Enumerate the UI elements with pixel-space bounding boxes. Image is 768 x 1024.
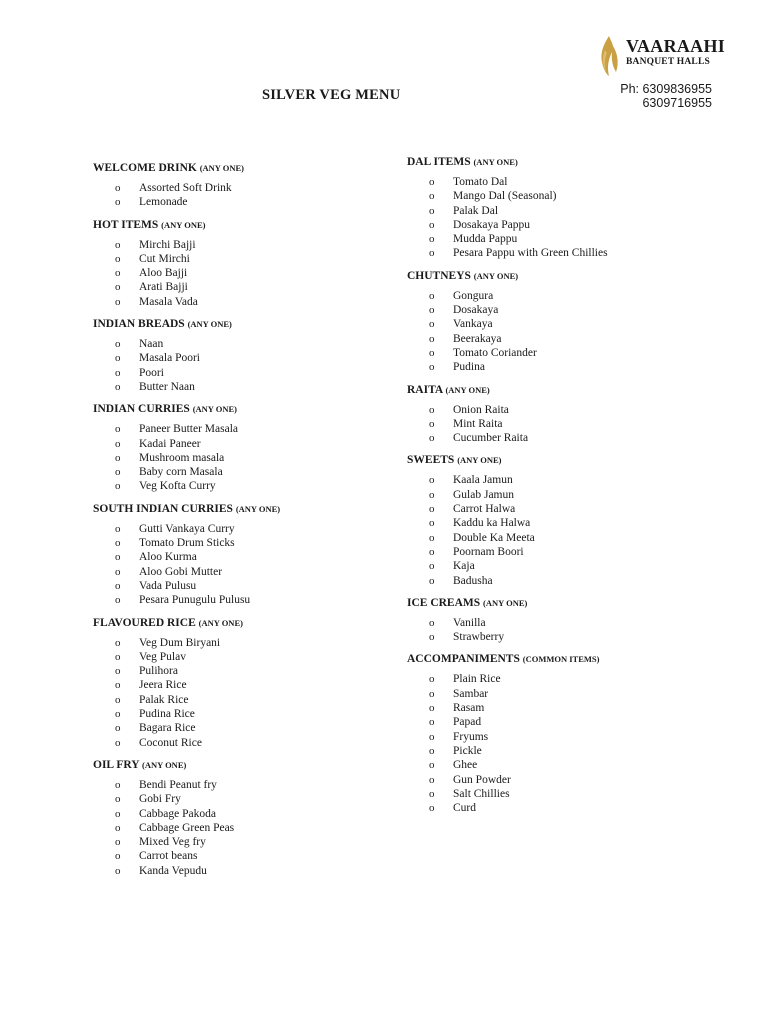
menu-item-label: Kadai Paneer	[139, 437, 201, 450]
menu-item-label: Pesara Punugulu Pulusu	[139, 594, 251, 607]
menu-item	[407, 218, 707, 232]
menu-item-label: Fryums	[453, 730, 489, 743]
menu-item-list	[407, 616, 707, 645]
section-heading	[93, 160, 383, 176]
bullet-icon: o	[115, 537, 121, 550]
menu-item-label: Pulihora	[139, 665, 178, 678]
bullet-icon: o	[429, 361, 435, 374]
menu-item-label: Rasam	[453, 702, 485, 715]
menu-section-indian-curries	[93, 401, 383, 493]
bullet-icon: o	[115, 807, 121, 820]
menu-right-column	[407, 154, 707, 822]
bullet-icon: o	[429, 233, 435, 246]
menu-item-label: Masala Poori	[139, 352, 201, 365]
bullet-icon: o	[429, 517, 435, 530]
section-title: FLAVOURED RICE	[93, 616, 196, 629]
bullet-icon: o	[115, 281, 121, 294]
brand-tagline: BANQUET HALLS	[626, 57, 710, 67]
menu-item	[407, 715, 707, 729]
section-note: (ANY ONE)	[473, 157, 518, 167]
menu-item	[407, 360, 707, 374]
menu-item-label: Tomato Drum Sticks	[139, 537, 235, 550]
menu-item-label: Lemonade	[139, 196, 188, 209]
menu-item	[407, 574, 707, 588]
menu-item	[407, 317, 707, 331]
bullet-icon: o	[115, 182, 121, 194]
menu-item	[93, 579, 383, 593]
phone-line-1: Ph: 6309836955	[620, 82, 712, 96]
menu-item	[407, 516, 707, 530]
menu-item-label: Masala Vada	[139, 295, 198, 308]
menu-item	[407, 175, 707, 189]
menu-item	[93, 252, 383, 266]
menu-item-label: Gongura	[453, 289, 494, 302]
menu-item-label: Beerakaya	[453, 332, 502, 345]
menu-section-accompaniments	[407, 651, 707, 815]
bullet-icon: o	[429, 673, 435, 686]
menu-item	[407, 473, 707, 487]
bullet-icon: o	[115, 565, 121, 578]
bullet-icon: o	[429, 432, 435, 445]
menu-item-label: Coconut Rice	[139, 736, 202, 749]
menu-item	[93, 721, 383, 735]
menu-item-label: Arati Bajji	[139, 281, 188, 294]
menu-item-label: Mirchi Bajji	[139, 238, 196, 251]
bullet-icon: o	[115, 594, 121, 607]
bullet-icon: o	[429, 318, 435, 331]
bullet-icon: o	[429, 289, 435, 302]
section-heading	[93, 615, 383, 631]
section-title: OIL FRY	[93, 758, 140, 771]
menu-item	[93, 636, 383, 650]
bullet-icon: o	[115, 451, 121, 464]
bullet-icon: o	[429, 730, 435, 743]
bullet-icon: o	[429, 531, 435, 544]
menu-item	[407, 687, 707, 701]
menu-item-label: Ghee	[453, 759, 478, 772]
menu-item-label: Vankaya	[453, 318, 493, 331]
menu-item-label: Pudina Rice	[139, 708, 195, 721]
bullet-icon: o	[115, 366, 121, 379]
section-heading	[93, 316, 383, 332]
bullet-icon: o	[115, 380, 121, 393]
section-heading	[407, 268, 707, 284]
section-heading	[93, 757, 383, 773]
bullet-icon: o	[115, 352, 121, 365]
menu-item-list	[93, 522, 383, 608]
menu-item-label: Pesara Pappu with Green Chillies	[453, 247, 608, 260]
phone-line-2: 6309716955	[642, 96, 712, 110]
bullet-icon: o	[429, 218, 435, 231]
bullet-icon: o	[115, 338, 121, 351]
menu-item-label: Aloo Kurma	[139, 551, 197, 564]
bullet-icon: o	[429, 687, 435, 700]
menu-item-list	[407, 672, 707, 815]
bullet-icon: o	[429, 631, 435, 644]
bullet-icon: o	[115, 295, 121, 308]
menu-item	[407, 616, 707, 630]
menu-item	[93, 678, 383, 692]
menu-item-label: Gutti Vankaya Curry	[139, 522, 235, 535]
menu-item	[407, 531, 707, 545]
menu-item-label: Butter Naan	[139, 380, 195, 393]
section-title: SWEETS	[407, 454, 455, 467]
menu-item-label: Cucumber Raita	[453, 432, 529, 445]
section-note: (ANY ONE)	[445, 384, 490, 395]
menu-item	[93, 707, 383, 721]
menu-item	[93, 238, 383, 252]
menu-item	[407, 630, 707, 644]
bullet-icon: o	[429, 545, 435, 558]
bullet-icon: o	[115, 778, 121, 791]
bullet-icon: o	[115, 466, 121, 479]
menu-item-label: Tomato Coriander	[453, 346, 537, 359]
menu-section-sweets	[407, 452, 707, 587]
menu-item	[93, 437, 383, 451]
menu-item-list	[93, 238, 383, 309]
menu-item-label: Cabbage Pakoda	[139, 807, 216, 820]
menu-item-label: Dosakaya	[453, 304, 499, 317]
bullet-icon: o	[429, 503, 435, 516]
section-heading	[407, 382, 707, 398]
menu-item	[407, 730, 707, 744]
menu-item-label: Salt Chillies	[453, 787, 510, 800]
section-note: (ANY ONE)	[483, 597, 528, 608]
bullet-icon: o	[429, 616, 435, 629]
menu-item	[93, 807, 383, 821]
menu-item-label: Cabbage Green Peas	[139, 821, 235, 834]
menu-section-welcome-drink	[93, 160, 383, 210]
menu-item-label: Kaja	[453, 560, 475, 573]
page-title: SILVER VEG MENU	[262, 87, 401, 103]
menu-item	[93, 479, 383, 493]
bullet-icon: o	[115, 636, 121, 649]
menu-item	[93, 835, 383, 849]
menu-item	[407, 417, 707, 431]
bullet-icon: o	[115, 665, 121, 678]
menu-item	[93, 849, 383, 863]
menu-item	[407, 672, 707, 686]
bullet-icon: o	[115, 480, 121, 493]
menu-item-label: Carrot Halwa	[453, 503, 516, 516]
menu-item-label: Papad	[453, 716, 482, 729]
bullet-icon: o	[429, 560, 435, 573]
bullet-icon: o	[429, 190, 435, 203]
menu-item	[407, 488, 707, 502]
bullet-icon: o	[429, 574, 435, 587]
menu-item-list	[93, 636, 383, 750]
menu-item	[93, 536, 383, 550]
menu-item-label: Gobi Fry	[139, 793, 181, 806]
bullet-icon: o	[115, 850, 121, 863]
menu-item	[93, 195, 383, 209]
menu-item-label: Badusha	[453, 574, 493, 587]
menu-item	[93, 366, 383, 380]
menu-item	[93, 792, 383, 806]
menu-item-label: Bendi Peanut fry	[139, 778, 217, 791]
menu-item-label: Aloo Bajji	[139, 267, 188, 280]
menu-section-dal-items	[407, 154, 707, 261]
menu-section-oil-fry	[93, 757, 383, 878]
menu-item-label: Veg Dum Biryani	[139, 636, 221, 649]
bullet-icon: o	[115, 736, 121, 749]
bullet-icon: o	[115, 708, 121, 721]
menu-item-label: Carrot beans	[139, 850, 198, 863]
section-note: (ANY ONE)	[235, 503, 281, 514]
bullet-icon: o	[429, 787, 435, 800]
bullet-icon: o	[115, 238, 121, 251]
menu-item	[407, 232, 707, 246]
bullet-icon: o	[429, 332, 435, 345]
section-title: ICE CREAMS	[407, 596, 481, 609]
section-title: INDIAN CURRIES	[93, 403, 190, 416]
menu-item	[93, 664, 383, 678]
menu-item-label: Onion Raita	[453, 403, 509, 416]
section-note: (COMMON ITEMS)	[522, 654, 600, 665]
menu-item-label: Strawberry	[453, 631, 505, 644]
menu-item-list	[407, 175, 707, 261]
section-heading	[93, 217, 383, 233]
section-title: INDIAN BREADS	[93, 318, 185, 331]
menu-item	[407, 701, 707, 715]
menu-item	[407, 189, 707, 203]
menu-item	[93, 650, 383, 664]
menu-item-label: Vada Pulusu	[139, 579, 197, 592]
menu-item	[407, 332, 707, 346]
menu-section-raita	[407, 382, 707, 446]
menu-item	[407, 204, 707, 218]
section-title: RAITA	[407, 383, 443, 396]
menu-item	[93, 550, 383, 564]
bullet-icon: o	[429, 403, 435, 416]
bullet-icon: o	[115, 722, 121, 735]
menu-item	[93, 864, 383, 878]
menu-item	[93, 821, 383, 835]
menu-item	[93, 380, 383, 394]
menu-item	[93, 465, 383, 479]
menu-item	[407, 801, 707, 815]
section-heading	[407, 154, 707, 170]
bullet-icon: o	[115, 864, 121, 877]
bullet-icon: o	[429, 417, 435, 430]
menu-item-list	[93, 422, 383, 493]
bullet-icon: o	[115, 693, 121, 706]
menu-item-label: Poornam Boori	[453, 545, 524, 558]
section-note: (ANY ONE)	[161, 219, 206, 230]
menu-item	[407, 246, 707, 260]
section-heading	[407, 452, 707, 468]
menu-item-label: Mushroom masala	[139, 451, 225, 464]
menu-item-label: Mixed Veg fry	[139, 836, 206, 849]
menu-section-hot-items	[93, 217, 383, 309]
section-note: (ANY ONE)	[457, 455, 502, 466]
menu-item	[407, 403, 707, 417]
bullet-icon: o	[115, 679, 121, 692]
menu-item-list	[93, 337, 383, 394]
menu-item-label: Plain Rice	[453, 673, 501, 686]
bullet-icon: o	[429, 744, 435, 757]
section-note: (ANY ONE)	[473, 270, 519, 281]
bullet-icon: o	[429, 304, 435, 317]
menu-item	[93, 565, 383, 579]
bullet-icon: o	[115, 252, 121, 265]
menu-section-indian-breads	[93, 316, 383, 394]
bullet-icon: o	[429, 176, 435, 188]
section-heading	[93, 501, 383, 517]
menu-item-label: Mint Raita	[453, 417, 503, 430]
bullet-icon: o	[115, 551, 121, 564]
menu-item	[93, 693, 383, 707]
menu-item-label: Kanda Vepudu	[139, 864, 207, 877]
menu-item-label: Gulab Jamun	[453, 488, 515, 501]
bullet-icon: o	[429, 759, 435, 772]
menu-item	[407, 787, 707, 801]
bullet-icon: o	[115, 267, 121, 280]
bullet-icon: o	[429, 204, 435, 217]
menu-item	[407, 303, 707, 317]
bullet-icon: o	[429, 474, 435, 487]
menu-item	[407, 289, 707, 303]
menu-item	[407, 502, 707, 516]
menu-item-label: Mango Dal (Seasonal)	[453, 190, 557, 203]
menu-item	[407, 559, 707, 573]
section-title: ACCOMPANIMENTS	[407, 653, 520, 666]
menu-item	[93, 778, 383, 792]
menu-left-column	[93, 160, 383, 885]
menu-item-label: Pickle	[453, 744, 482, 757]
menu-item	[93, 422, 383, 436]
section-title: SOUTH INDIAN CURRIES	[93, 502, 233, 515]
section-note: (ANY ONE)	[187, 319, 232, 330]
menu-item-list	[93, 181, 383, 210]
menu-item-label: Baby corn Masala	[139, 466, 223, 479]
menu-item-list	[93, 778, 383, 878]
menu-item	[93, 522, 383, 536]
menu-item	[93, 295, 383, 309]
bullet-icon: o	[115, 579, 121, 592]
bullet-icon: o	[429, 802, 435, 815]
bullet-icon: o	[429, 488, 435, 501]
menu-item-label: Mudda Pappu	[453, 233, 518, 246]
bullet-icon: o	[115, 821, 121, 834]
menu-item-label: Double Ka Meeta	[453, 531, 535, 544]
menu-item	[407, 545, 707, 559]
menu-section-south-indian-curries	[93, 501, 383, 608]
menu-item-label: Poori	[139, 366, 164, 379]
menu-item	[407, 346, 707, 360]
menu-item	[407, 744, 707, 758]
menu-item-label: Tomato Dal	[453, 176, 508, 188]
bullet-icon: o	[115, 836, 121, 849]
menu-item-label: Cut Mirchi	[139, 252, 190, 265]
bullet-icon: o	[429, 346, 435, 359]
menu-item-label: Kaala Jamun	[453, 474, 513, 487]
menu-item	[93, 181, 383, 195]
bullet-icon: o	[429, 716, 435, 729]
contact-phones	[590, 82, 712, 110]
menu-item-list	[407, 403, 707, 446]
menu-section-flavoured-rice	[93, 615, 383, 750]
section-note: (ANY ONE)	[192, 404, 237, 415]
menu-item-label: Kaddu ka Halwa	[453, 517, 531, 530]
menu-item-label: Paneer Butter Masala	[139, 423, 238, 436]
menu-item-label: Bagara Rice	[139, 722, 196, 735]
bullet-icon: o	[429, 773, 435, 786]
menu-section-chutneys	[407, 268, 707, 375]
menu-item-label: Sambar	[453, 687, 489, 700]
menu-section-ice-creams	[407, 595, 707, 645]
menu-item	[407, 431, 707, 445]
bullet-icon: o	[115, 650, 121, 663]
bullet-icon: o	[429, 702, 435, 715]
menu-item-label: Palak Dal	[453, 204, 499, 217]
menu-item-label: Jeera Rice	[139, 679, 187, 692]
section-note: (ANY ONE)	[142, 759, 187, 770]
bullet-icon: o	[115, 423, 121, 436]
section-heading	[407, 651, 707, 667]
bullet-icon: o	[429, 247, 435, 260]
brand-name: VAARAAHI	[626, 36, 726, 56]
bullet-icon: o	[115, 793, 121, 806]
section-note: (ANY ONE)	[199, 163, 245, 173]
menu-item-label: Assorted Soft Drink	[139, 182, 232, 194]
menu-item-label: Curd	[453, 802, 476, 815]
menu-item	[93, 337, 383, 351]
section-heading	[407, 595, 707, 611]
menu-item-label: Veg Pulav	[139, 650, 186, 663]
menu-item-label: Gun Powder	[453, 773, 511, 786]
menu-item	[93, 351, 383, 365]
menu-item	[407, 758, 707, 772]
bullet-icon: o	[115, 522, 121, 535]
bullet-icon: o	[115, 437, 121, 450]
menu-item	[93, 593, 383, 607]
section-title: CHUTNEYS	[407, 269, 471, 282]
menu-item-list	[407, 473, 707, 587]
menu-item-label: Vanilla	[453, 616, 486, 629]
menu-item	[93, 266, 383, 280]
menu-item-label: Aloo Gobi Mutter	[139, 565, 223, 578]
menu-item	[93, 451, 383, 465]
menu-item	[407, 773, 707, 787]
menu-item-label: Naan	[139, 338, 164, 351]
section-title: WELCOME DRINK	[93, 162, 197, 174]
menu-item-label: Pudina	[453, 361, 485, 374]
bullet-icon: o	[115, 196, 121, 209]
menu-item-label: Veg Kofta Curry	[139, 480, 216, 493]
menu-item-label: Dosakaya Pappu	[453, 218, 530, 231]
menu-item	[93, 280, 383, 294]
menu-item	[93, 736, 383, 750]
section-title: HOT ITEMS	[93, 218, 159, 231]
flame-logo-icon	[596, 34, 622, 78]
section-title: DAL ITEMS	[407, 156, 471, 168]
menu-item-list	[407, 289, 707, 375]
section-heading	[93, 401, 383, 417]
brand-logo	[596, 30, 726, 80]
section-note: (ANY ONE)	[198, 617, 243, 628]
menu-item-label: Palak Rice	[139, 693, 189, 706]
